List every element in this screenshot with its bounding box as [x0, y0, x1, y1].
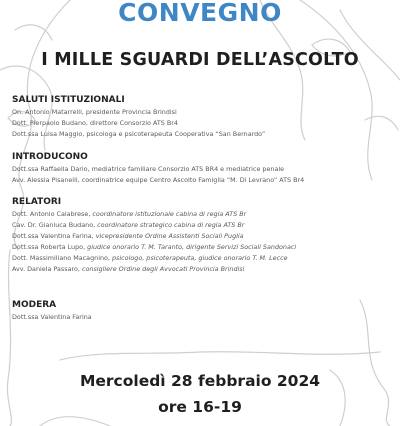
- list-item: On. Antonio Matarrelli, presidente Provincia Brindisi: [12, 108, 177, 116]
- speaker-role: psicologo, psicoterapeuta, giudice onorario T. M. Lecce: [112, 254, 288, 262]
- section-heading: MODERA: [12, 300, 57, 310]
- section-heading: RELATORI: [12, 197, 62, 207]
- section-modera: [12, 300, 397, 323]
- speaker-name: Cav. Dr. Gianluca Budano,: [12, 221, 98, 229]
- list-item: Dott. Pierpaolo Budano, direttore Consorzio ATS Br4: [12, 119, 178, 127]
- speaker-role: consigliere Ordine degli Avvocati Provincia Brindisi: [81, 265, 245, 273]
- list-item: [12, 220, 397, 231]
- speaker-name: Dott. Massimiliano Macagnino,: [12, 254, 112, 262]
- section-heading: SALUTI ISTITUZIONALI: [12, 95, 125, 105]
- speaker-name: Dott.ssa Valentina Farina,: [12, 232, 96, 240]
- section-heading: INTRODUCONO: [12, 152, 88, 162]
- list-item: Avv. Alessia Pisanelli, coordinatrice equipe Centro Ascolto Famiglia “M. Di Levrano” ATS Br4: [12, 176, 305, 184]
- speaker-role: giudice onorario T. M. Taranto, dirigente Servizi Sociali Sandonaci: [87, 243, 297, 251]
- list-item: [12, 231, 397, 242]
- list-item: [12, 209, 397, 220]
- list-item: Dott.ssa Valentina Farina: [12, 313, 92, 321]
- section-introducono: [12, 152, 397, 186]
- speaker-name: Dott. Antonio Calabrese,: [12, 210, 93, 218]
- event-name-subtitle: I MILLE SGUARDI DELL’ASCOLTO: [41, 50, 359, 70]
- speaker-name: Avv. Daniela Passaro,: [12, 265, 82, 273]
- speaker-role: vicepresidente Ordine Assistenti Sociali Puglia: [95, 232, 244, 240]
- speaker-name: Dott.ssa Roberta Lupo,: [12, 243, 88, 251]
- list-item: Dott.ssa Raffaella Dario, mediatrice familiare Consorzio ATS BR4 e mediatrice penale: [12, 165, 285, 173]
- event-date: Mercoledì 28 febbraio 2024: [79, 372, 321, 390]
- section-relatori: [12, 197, 397, 275]
- speaker-role: coordinatore strategico cabina di regia ATS Br: [97, 221, 245, 229]
- event-type-title: CONVEGNO: [118, 0, 282, 27]
- section-saluti-istituzionali: [12, 95, 397, 140]
- list-item: Dott.ssa Luisa Maggio, psicologa e psicoterapeuta Cooperativa “San Bernardo”: [12, 130, 266, 138]
- list-item: [12, 264, 397, 275]
- list-item: [12, 253, 397, 264]
- list-item: [12, 242, 397, 253]
- event-time: ore 16-19: [158, 398, 242, 416]
- speaker-role: coordinatore istituzionale cabina di regia ATS Br: [92, 210, 247, 218]
